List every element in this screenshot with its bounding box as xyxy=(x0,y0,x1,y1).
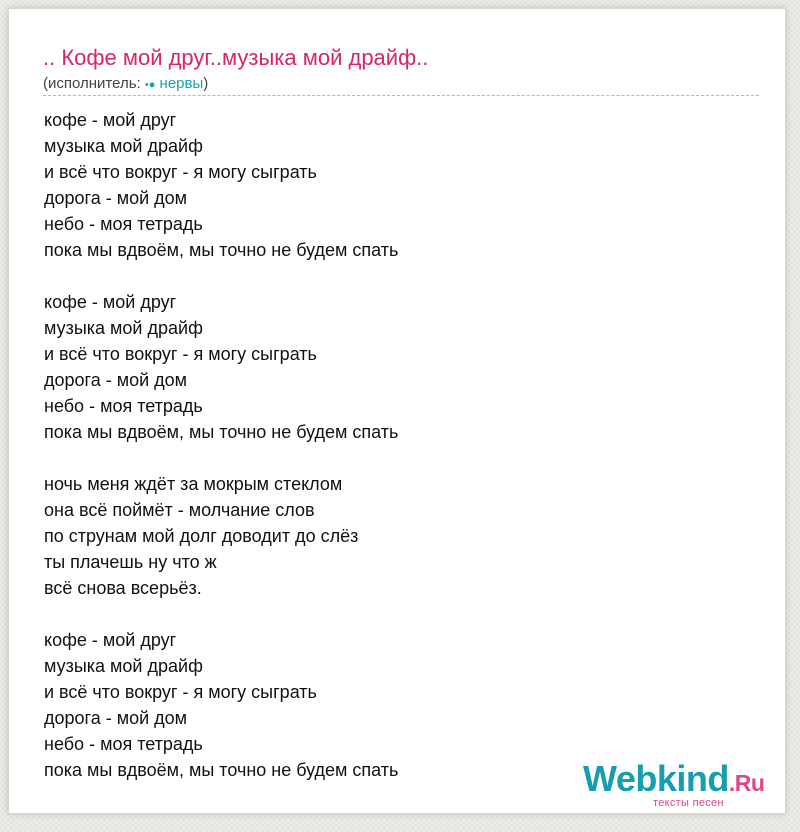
artist-suffix: ) xyxy=(203,75,209,92)
site-logo[interactable] xyxy=(583,759,783,813)
logo-suffix: .Ru xyxy=(728,770,765,796)
stanza xyxy=(44,289,744,445)
lyric-line: дорога - мой дом xyxy=(44,708,188,728)
stanza xyxy=(44,107,744,263)
song-title: .. Кофе мой друг..музыка мой драйф.. xyxy=(43,45,429,70)
lyric-line: дорога - мой дом xyxy=(44,188,188,208)
lyric-line: и всё что вокруг - я могу сыграть xyxy=(44,344,317,364)
lyric-line: музыка мой драйф xyxy=(44,318,203,338)
lyric-line: и всё что вокруг - я могу сыграть xyxy=(44,162,317,182)
lyric-line: она всё поймёт - молчание слов xyxy=(44,500,315,520)
artist-prefix: (исполнитель: xyxy=(43,75,145,92)
header-divider xyxy=(43,95,759,96)
lyric-line: музыка мой драйф xyxy=(44,656,203,676)
lyric-line: кофе - мой друг xyxy=(44,630,177,650)
lyric-line: кофе - мой друг xyxy=(44,110,177,130)
lyric-line: всё снова всерьёз. xyxy=(44,578,202,598)
lyrics-card xyxy=(8,8,786,814)
lyric-line: пока мы вдвоём, мы точно не будем спать xyxy=(44,760,399,780)
lyric-line: по струнам мой долг доводит до слёз xyxy=(44,526,359,546)
lyric-line: дорога - мой дом xyxy=(44,370,188,390)
lyric-line: ночь меня ждёт за мокрым стеклом xyxy=(44,474,343,494)
lyric-line: небо - моя тетрадь xyxy=(44,214,203,234)
artist-line xyxy=(43,74,208,95)
lyric-line: и всё что вокруг - я могу сыграть xyxy=(44,682,317,702)
logo-tagline: тексты песен xyxy=(653,797,724,809)
artist-dot-icon: •● xyxy=(144,79,156,91)
lyric-line: пока мы вдвоём, мы точно не будем спать xyxy=(44,422,399,442)
lyric-line: кофе - мой друг xyxy=(44,292,177,312)
artist-link[interactable]: нервы xyxy=(159,75,204,92)
lyric-line: музыка мой драйф xyxy=(44,136,203,156)
lyric-line: небо - моя тетрадь xyxy=(44,734,203,754)
stanza xyxy=(44,471,744,601)
lyrics-body xyxy=(44,107,744,783)
lyric-line: небо - моя тетрадь xyxy=(44,396,203,416)
lyric-line: ты плачешь ну что ж xyxy=(44,552,217,572)
logo-word: Webkind xyxy=(583,758,729,799)
lyric-line: пока мы вдвоём, мы точно не будем спать xyxy=(44,240,399,260)
